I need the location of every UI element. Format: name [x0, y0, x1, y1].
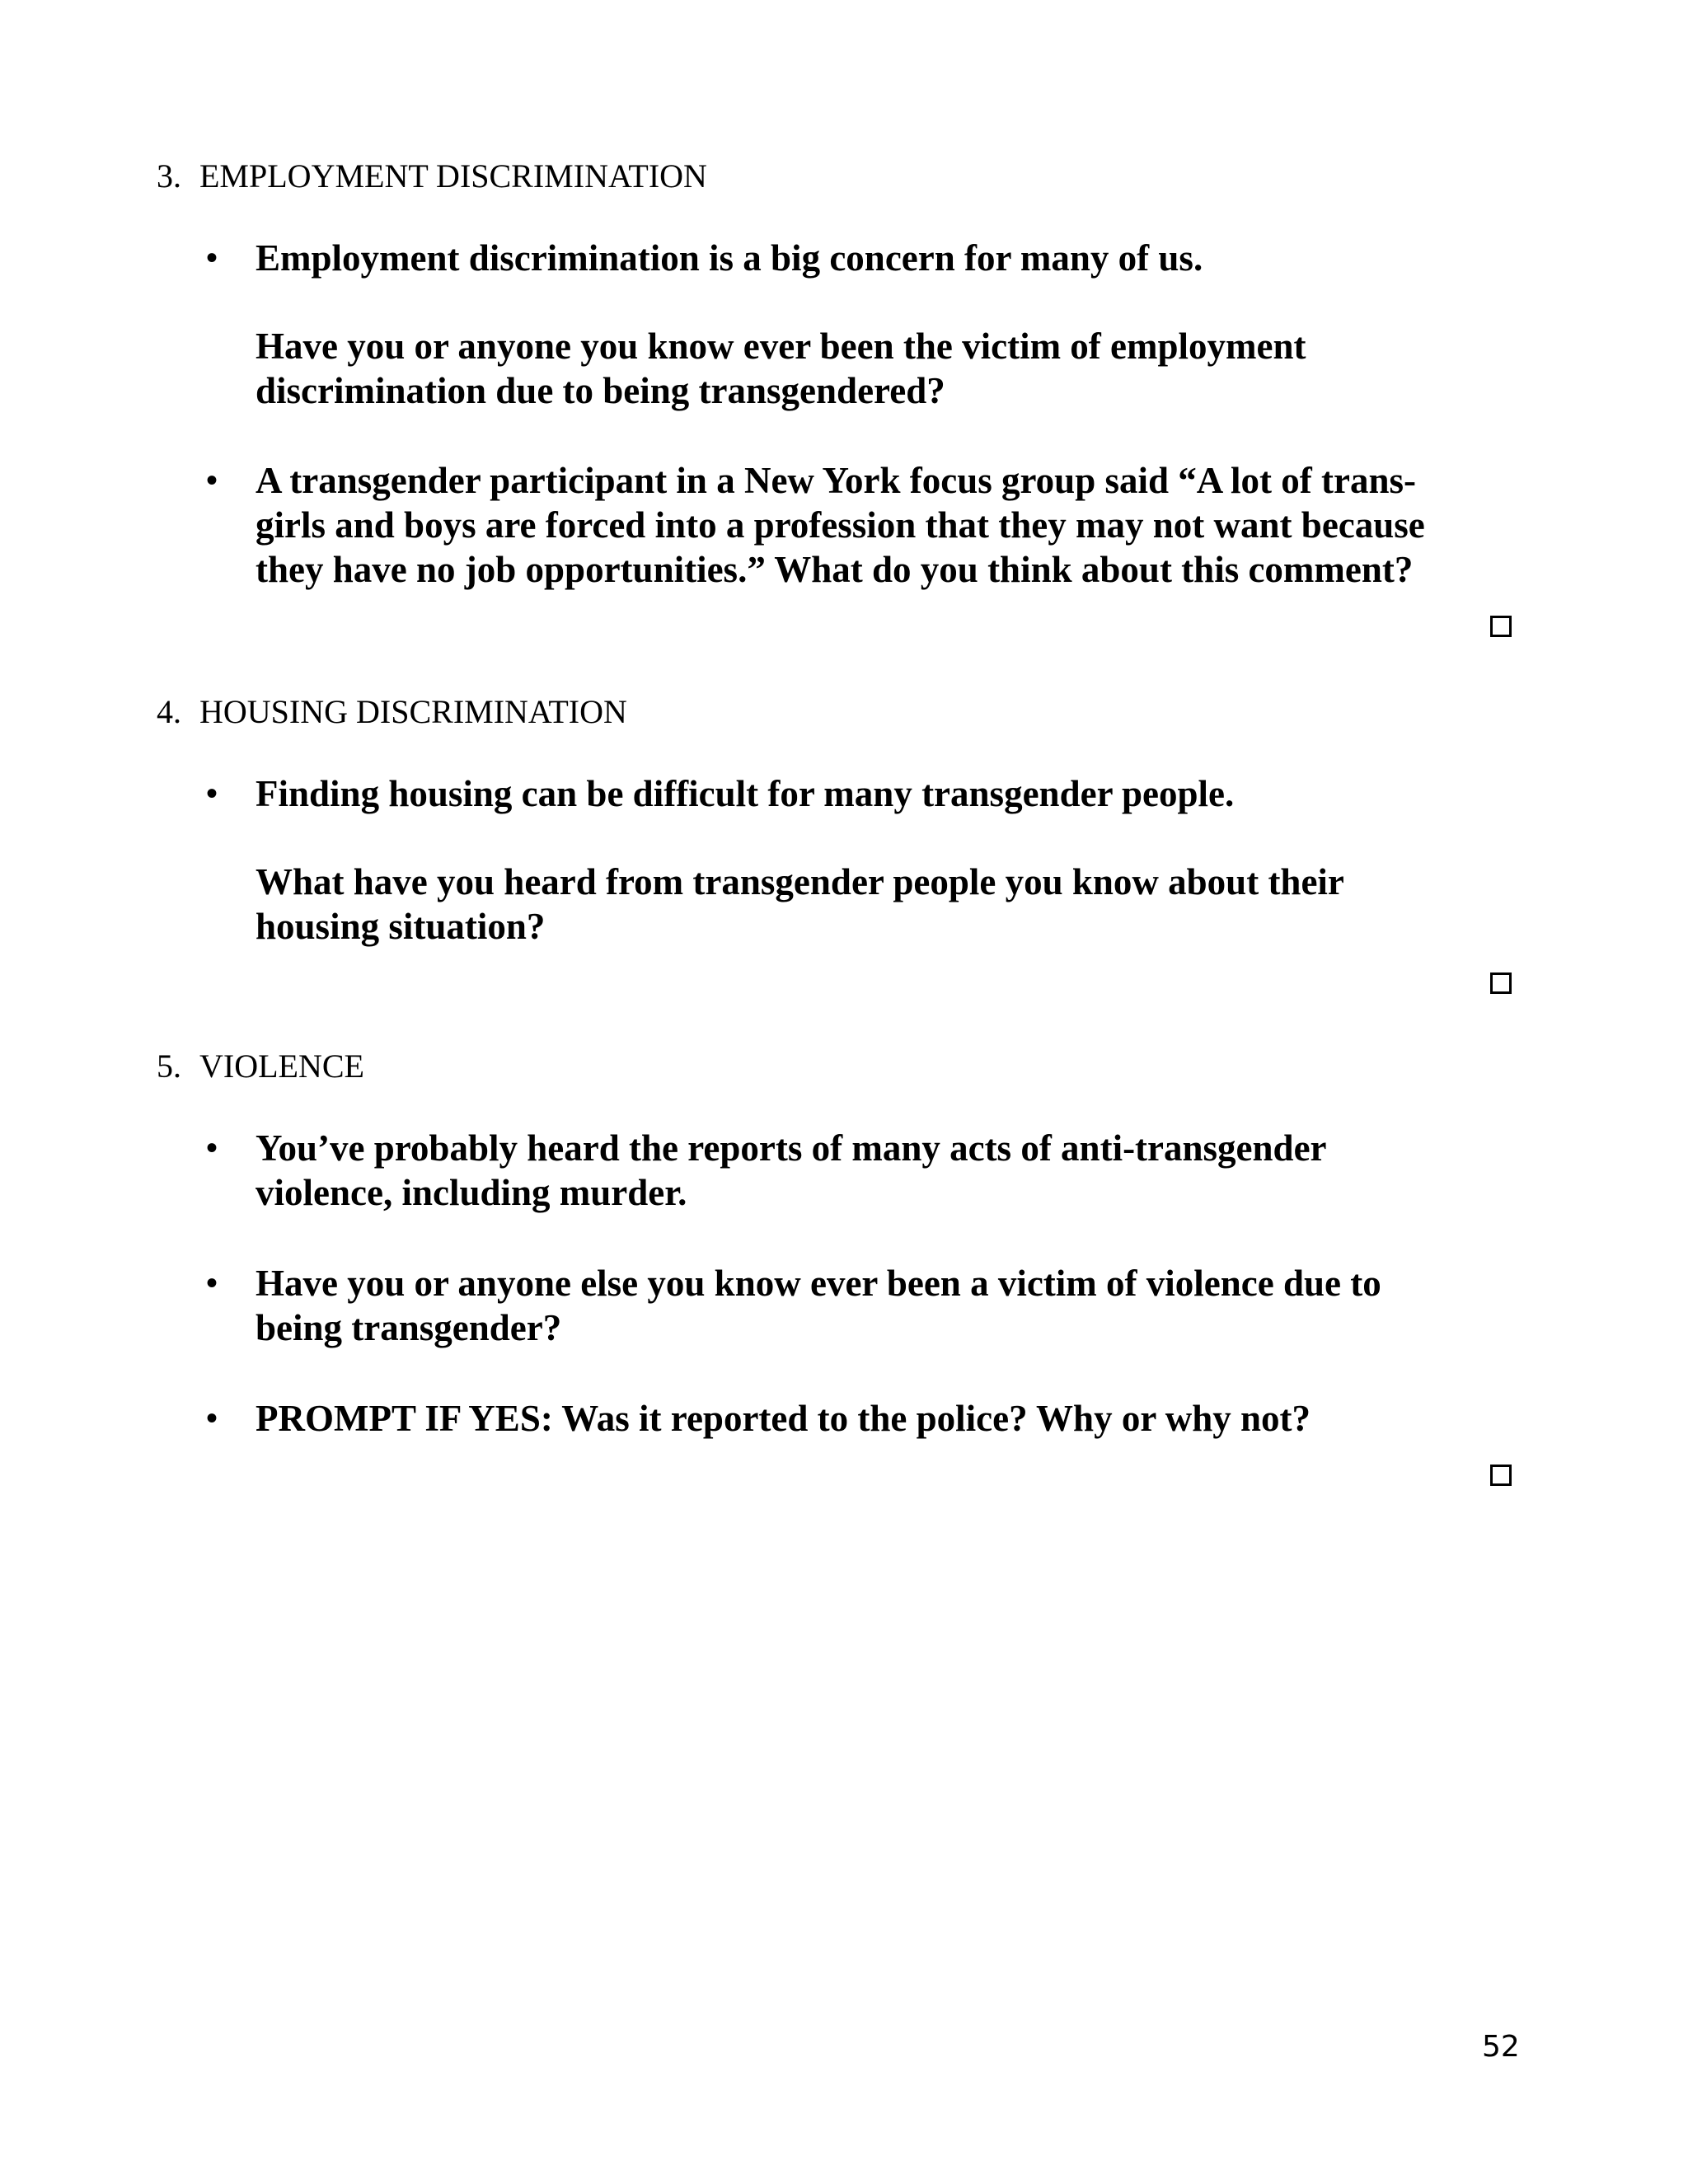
question-text — [256, 1126, 1508, 1215]
text-line: Have you or anyone else you know ever been a victim of violence due to — [256, 1263, 1381, 1304]
section-checkbox-employment[interactable] — [1490, 616, 1512, 637]
question-text — [256, 1261, 1508, 1350]
bullet-icon: • — [206, 239, 218, 276]
question-text — [256, 458, 1508, 592]
bullet-icon: • — [206, 1129, 218, 1166]
text-line: discrimination due to being transgendered? — [256, 370, 945, 411]
text-line: You’ve probably heard the reports of many acts of anti-transgender — [256, 1127, 1327, 1169]
section-heading-violence — [157, 1047, 364, 1086]
text-line: they have no job opportunities.” What do you think about this comment? — [256, 549, 1414, 590]
section-heading-employment — [157, 157, 707, 196]
bullet-icon: • — [206, 1399, 218, 1436]
section-title: EMPLOYMENT DISCRIMINATION — [199, 157, 707, 194]
text-line: PROMPT IF YES: Was it reported to the police? Why or why not? — [256, 1398, 1311, 1439]
question-text — [256, 236, 1508, 280]
text-line: housing situation? — [256, 906, 546, 947]
text-line: being transgender? — [256, 1307, 562, 1348]
section-heading-housing — [157, 692, 627, 732]
section-checkbox-housing[interactable] — [1490, 972, 1512, 994]
question-text — [256, 771, 1508, 816]
bullet-icon: • — [206, 462, 218, 499]
section-number: 3. — [157, 157, 181, 194]
text-line: Finding housing can be difficult for many transgender people. — [256, 773, 1235, 814]
text-line: Have you or anyone you know ever been the victim of employment — [256, 326, 1306, 367]
bullet-icon: • — [206, 775, 218, 812]
question-text — [256, 1396, 1508, 1441]
section-title: VIOLENCE — [199, 1047, 364, 1085]
question-text — [256, 324, 1508, 413]
section-number: 5. — [157, 1047, 181, 1085]
text-line: violence, including murder. — [256, 1172, 687, 1213]
text-line: girls and boys are forced into a profession that they may not want because — [256, 504, 1425, 546]
page-number: 52 — [1482, 2030, 1520, 2064]
bullet-icon: • — [206, 1264, 218, 1301]
text-line: Employment discrimination is a big concern for many of us. — [256, 237, 1203, 279]
section-number: 4. — [157, 693, 181, 730]
text-line: A transgender participant in a New York focus group said “A lot of trans- — [256, 460, 1416, 501]
text-line: What have you heard from transgender people you know about their — [256, 861, 1344, 902]
section-title: HOUSING DISCRIMINATION — [199, 693, 627, 730]
question-text — [256, 860, 1508, 949]
section-checkbox-violence[interactable] — [1490, 1465, 1512, 1486]
